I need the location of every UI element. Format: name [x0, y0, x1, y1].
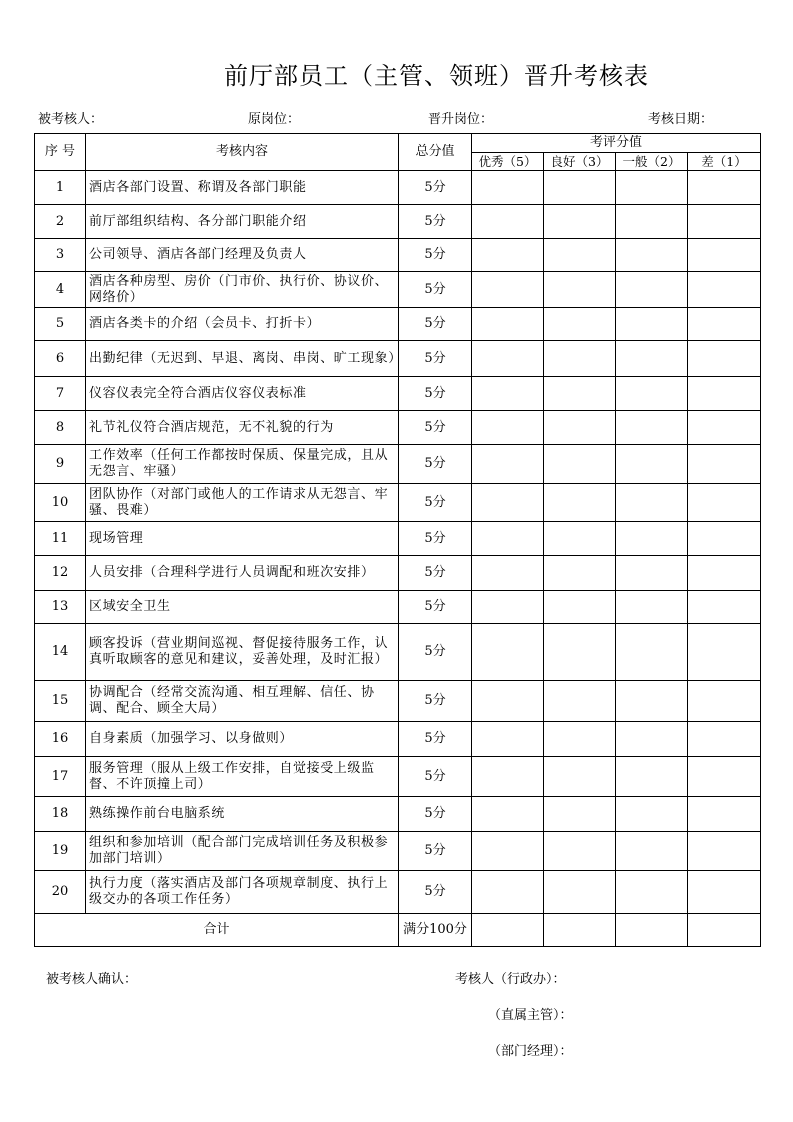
row-content: 执行力度（落实酒店及部门各项规章制度、执行上级交办的各项工作任务）: [86, 871, 399, 914]
rating-cell-excellent[interactable]: [472, 484, 544, 522]
rating-cell-poor[interactable]: [688, 722, 761, 757]
rating-cell-excellent[interactable]: [472, 832, 544, 871]
table-row: [35, 871, 761, 914]
rating-cell-excellent[interactable]: [472, 171, 544, 205]
table-row: [35, 681, 761, 722]
row-number: 12: [35, 556, 86, 591]
row-content: 酒店各部门设置、称谓及各部门职能: [86, 171, 399, 205]
row-score: 5分: [399, 484, 472, 522]
rating-cell-good[interactable]: [544, 205, 616, 239]
rating-cell-average[interactable]: [616, 308, 688, 341]
rating-cell-poor[interactable]: [688, 308, 761, 341]
total-cell[interactable]: [688, 914, 761, 947]
table-row: [35, 797, 761, 832]
row-score: 5分: [399, 377, 472, 411]
rating-cell-poor[interactable]: [688, 624, 761, 681]
row-number: 11: [35, 522, 86, 556]
examinee-label: 被考核人：: [38, 112, 104, 127]
row-content: 服务管理（服从上级工作安排，自觉接受上级监督、不许顶撞上司）: [86, 757, 399, 797]
header-content: 考核内容: [86, 134, 399, 171]
row-number: 6: [35, 341, 86, 377]
rating-cell-excellent[interactable]: [472, 797, 544, 832]
rating-cell-average[interactable]: [616, 341, 688, 377]
rating-cell-poor[interactable]: [688, 556, 761, 591]
header-level: 优秀（5）: [472, 153, 544, 171]
row-score: 5分: [399, 341, 472, 377]
rating-cell-excellent[interactable]: [472, 341, 544, 377]
dept-manager-label: （部门经理）：: [488, 1044, 573, 1059]
rating-cell-poor[interactable]: [688, 377, 761, 411]
row-content: 公司领导、酒店各部门经理及负责人: [86, 239, 399, 272]
original-position-label: 原岗位：: [248, 112, 301, 127]
rating-cell-average[interactable]: [616, 722, 688, 757]
header-level: 一般（2）: [616, 153, 688, 171]
row-score: 5分: [399, 832, 472, 871]
row-content: 人员安排（合理科学进行人员调配和班次安排）: [86, 556, 399, 591]
row-content: 组织和参加培训（配合部门完成培训任务及积极参加部门培训）: [86, 832, 399, 871]
rating-cell-poor[interactable]: [688, 341, 761, 377]
table-row: [35, 757, 761, 797]
row-content: 前厅部组织结构、各分部门职能介绍: [86, 205, 399, 239]
rating-cell-good[interactable]: [544, 377, 616, 411]
row-content: 工作效率（任何工作都按时保质、保量完成，且从无怨言、牢骚）: [86, 445, 399, 484]
table-row: [35, 411, 761, 445]
table-row: [35, 171, 761, 205]
rating-cell-average[interactable]: [616, 171, 688, 205]
rating-cell-poor[interactable]: [688, 171, 761, 205]
rating-cell-good[interactable]: [544, 272, 616, 308]
rating-cell-good[interactable]: [544, 445, 616, 484]
rating-cell-good[interactable]: [544, 757, 616, 797]
rating-cell-poor[interactable]: [688, 272, 761, 308]
row-number: 14: [35, 624, 86, 681]
row-score: 5分: [399, 411, 472, 445]
rating-cell-good[interactable]: [544, 832, 616, 871]
row-content: 出勤纪律（无迟到、早退、离岗、串岗、旷工现象）: [86, 341, 399, 377]
row-score: 5分: [399, 797, 472, 832]
rating-cell-average[interactable]: [616, 522, 688, 556]
rating-cell-excellent[interactable]: [472, 205, 544, 239]
table-row: [35, 205, 761, 239]
row-number: 19: [35, 832, 86, 871]
table-row: [35, 722, 761, 757]
rating-cell-average[interactable]: [616, 797, 688, 832]
rating-cell-average[interactable]: [616, 205, 688, 239]
rating-cell-poor[interactable]: [688, 591, 761, 624]
rating-cell-good[interactable]: [544, 341, 616, 377]
rating-cell-average[interactable]: [616, 239, 688, 272]
table-row: [35, 308, 761, 341]
rating-cell-poor[interactable]: [688, 681, 761, 722]
table-row: [35, 272, 761, 308]
row-content: 区域安全卫生: [86, 591, 399, 624]
table-row: [35, 445, 761, 484]
rating-cell-good[interactable]: [544, 591, 616, 624]
row-score: 5分: [399, 624, 472, 681]
row-score: 5分: [399, 239, 472, 272]
row-content: 团队协作（对部门或他人的工作请求从无怨言、牢骚、畏难）: [86, 484, 399, 522]
rating-cell-good[interactable]: [544, 411, 616, 445]
rating-cell-average[interactable]: [616, 681, 688, 722]
row-number: 13: [35, 591, 86, 624]
header-level: 差（1）: [688, 153, 761, 171]
page-title: 前厅部员工（主管、领班）晋升考核表: [224, 62, 649, 90]
rating-cell-poor[interactable]: [688, 522, 761, 556]
row-number: 8: [35, 411, 86, 445]
rating-cell-average[interactable]: [616, 411, 688, 445]
rating-cell-average[interactable]: [616, 832, 688, 871]
rating-cell-excellent[interactable]: [472, 591, 544, 624]
row-score: 5分: [399, 757, 472, 797]
row-content: 酒店各类卡的介绍（会员卡、打折卡）: [86, 308, 399, 341]
row-number: 15: [35, 681, 86, 722]
rating-cell-good[interactable]: [544, 624, 616, 681]
row-content: 仪容仪表完全符合酒店仪容仪表标准: [86, 377, 399, 411]
rating-cell-good[interactable]: [544, 797, 616, 832]
row-number: 16: [35, 722, 86, 757]
rating-cell-poor[interactable]: [688, 411, 761, 445]
row-number: 9: [35, 445, 86, 484]
header-total: 总分值: [399, 134, 472, 171]
total-row: [35, 914, 761, 947]
assessment-table: [34, 133, 761, 947]
rating-cell-poor[interactable]: [688, 797, 761, 832]
row-number: 7: [35, 377, 86, 411]
rating-cell-excellent[interactable]: [472, 681, 544, 722]
row-content: 协调配合（经常交流沟通、相互理解、信任、协调、配合、顾全大局）: [86, 681, 399, 722]
rating-cell-good[interactable]: [544, 484, 616, 522]
rating-cell-excellent[interactable]: [472, 377, 544, 411]
rating-cell-excellent[interactable]: [472, 411, 544, 445]
examiner-admin-label: 考核人（行政办）：: [455, 972, 566, 987]
table-row: [35, 522, 761, 556]
rating-cell-average[interactable]: [616, 624, 688, 681]
rating-cell-good[interactable]: [544, 522, 616, 556]
row-number: 20: [35, 871, 86, 914]
rating-cell-excellent[interactable]: [472, 308, 544, 341]
rating-cell-average[interactable]: [616, 445, 688, 484]
total-score: 满分100分: [399, 914, 472, 947]
row-score: 5分: [399, 871, 472, 914]
row-number: 5: [35, 308, 86, 341]
table-row: [35, 591, 761, 624]
row-score: 5分: [399, 445, 472, 484]
total-cell[interactable]: [544, 914, 616, 947]
rating-cell-excellent[interactable]: [472, 556, 544, 591]
total-label: 合计: [35, 914, 399, 947]
row-number: 2: [35, 205, 86, 239]
rating-cell-poor[interactable]: [688, 484, 761, 522]
table-row: [35, 556, 761, 591]
row-score: 5分: [399, 522, 472, 556]
total-cell[interactable]: [472, 914, 544, 947]
rating-cell-poor[interactable]: [688, 205, 761, 239]
table-row: [35, 377, 761, 411]
row-content: 酒店各种房型、房价（门市价、执行价、协议价、网络价）: [86, 272, 399, 308]
rating-cell-good[interactable]: [544, 308, 616, 341]
row-score: 5分: [399, 308, 472, 341]
row-number: 17: [35, 757, 86, 797]
row-score: 5分: [399, 722, 472, 757]
table-row: [35, 624, 761, 681]
rating-cell-excellent[interactable]: [472, 445, 544, 484]
row-number: 4: [35, 272, 86, 308]
row-content: 现场管理: [86, 522, 399, 556]
rating-cell-average[interactable]: [616, 591, 688, 624]
row-score: 5分: [399, 272, 472, 308]
rating-cell-excellent[interactable]: [472, 272, 544, 308]
rating-cell-poor[interactable]: [688, 871, 761, 914]
row-score: 5分: [399, 205, 472, 239]
row-score: 5分: [399, 681, 472, 722]
rating-cell-good[interactable]: [544, 722, 616, 757]
row-score: 5分: [399, 556, 472, 591]
row-number: 18: [35, 797, 86, 832]
total-cell[interactable]: [616, 914, 688, 947]
rating-cell-poor[interactable]: [688, 757, 761, 797]
row-content: 顾客投诉（营业期间巡视、督促接待服务工作，认真听取顾客的意见和建议，妥善处理，及时汇报）: [86, 624, 399, 681]
direct-supervisor-label: （直属主管）：: [488, 1008, 573, 1023]
rating-cell-excellent[interactable]: [472, 239, 544, 272]
rating-cell-average[interactable]: [616, 871, 688, 914]
examinee-confirm-label: 被考核人确认：: [46, 972, 138, 987]
date-label: 考核日期：: [648, 112, 714, 127]
rating-cell-average[interactable]: [616, 757, 688, 797]
row-number: 1: [35, 171, 86, 205]
rating-cell-poor[interactable]: [688, 832, 761, 871]
row-number: 3: [35, 239, 86, 272]
rating-cell-good[interactable]: [544, 556, 616, 591]
rating-cell-good[interactable]: [544, 171, 616, 205]
rating-cell-excellent[interactable]: [472, 757, 544, 797]
row-score: 5分: [399, 591, 472, 624]
row-number: 10: [35, 484, 86, 522]
rating-cell-good[interactable]: [544, 871, 616, 914]
row-content: 礼节礼仪符合酒店规范，无不礼貌的行为: [86, 411, 399, 445]
rating-cell-average[interactable]: [616, 484, 688, 522]
table-row: [35, 832, 761, 871]
table-row: [35, 484, 761, 522]
rating-cell-good[interactable]: [544, 681, 616, 722]
row-content: 自身素质（加强学习、以身做则）: [86, 722, 399, 757]
promoted-position-label: 晋升岗位：: [428, 112, 494, 127]
rating-cell-average[interactable]: [616, 556, 688, 591]
header-level: 良好（3）: [544, 153, 616, 171]
rating-cell-excellent[interactable]: [472, 722, 544, 757]
rating-cell-excellent[interactable]: [472, 522, 544, 556]
table-row: [35, 341, 761, 377]
rating-cell-excellent[interactable]: [472, 624, 544, 681]
header-row: [35, 134, 761, 153]
rating-cell-poor[interactable]: [688, 239, 761, 272]
rating-cell-good[interactable]: [544, 239, 616, 272]
rating-cell-average[interactable]: [616, 272, 688, 308]
rating-cell-poor[interactable]: [688, 445, 761, 484]
header-no: 序 号: [35, 134, 86, 171]
rating-cell-average[interactable]: [616, 377, 688, 411]
row-score: 5分: [399, 171, 472, 205]
header-rating: 考评分值: [472, 134, 761, 153]
row-content: 熟练操作前台电脑系统: [86, 797, 399, 832]
table-row: [35, 239, 761, 272]
rating-cell-excellent[interactable]: [472, 871, 544, 914]
